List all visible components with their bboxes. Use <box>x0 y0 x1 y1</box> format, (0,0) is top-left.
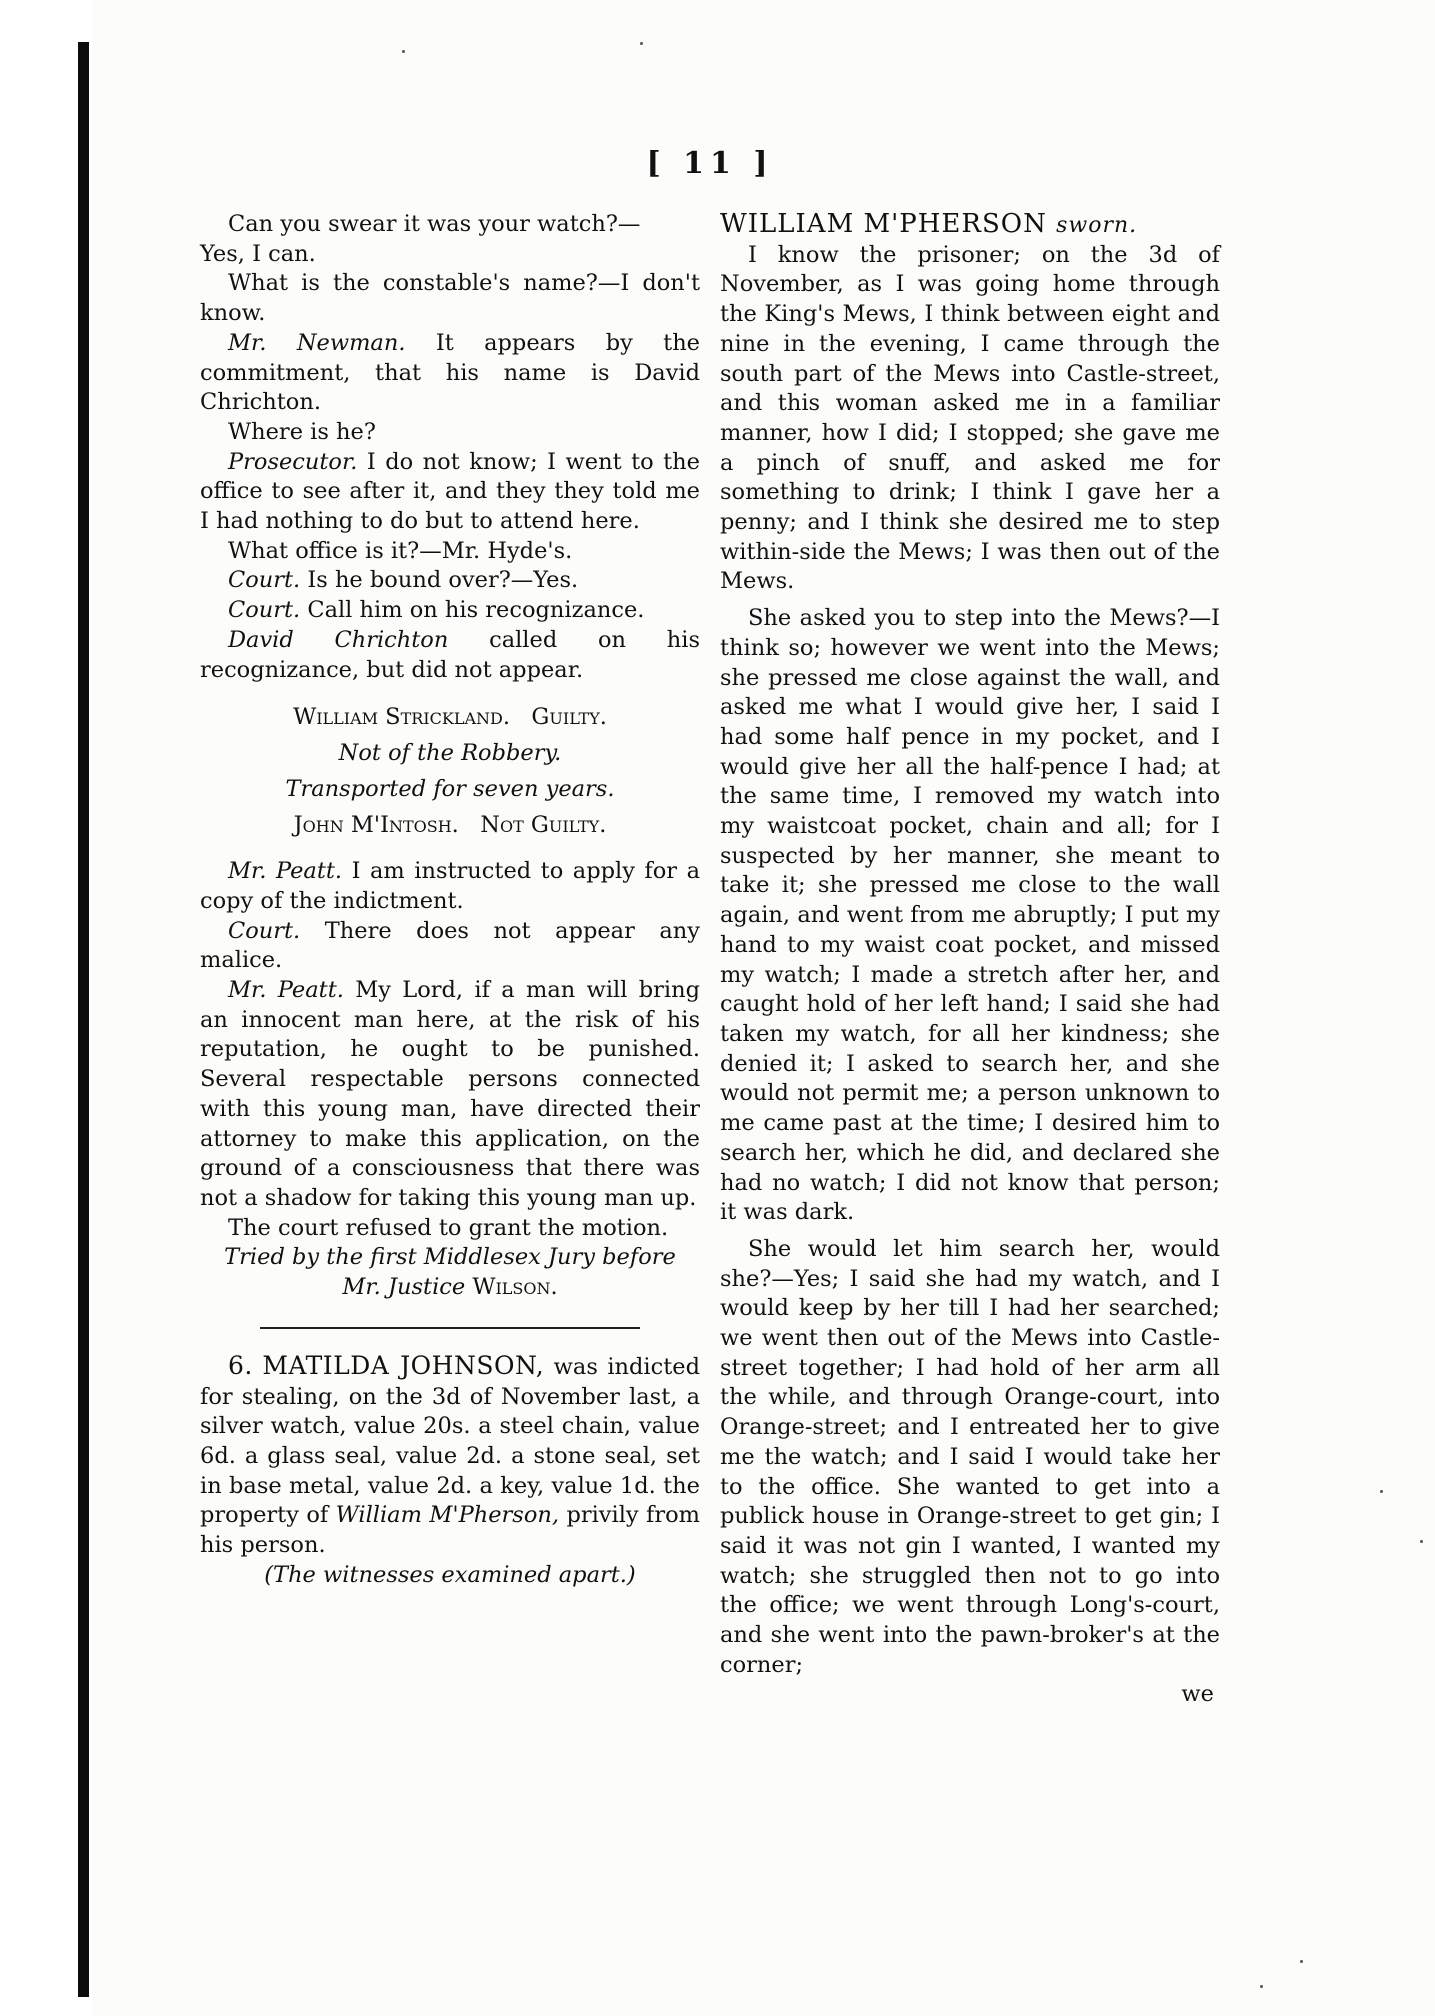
speck <box>1420 1540 1423 1543</box>
paragraph: The court refused to grant the motion. <box>228 1214 669 1241</box>
speaker: Prosecutor. <box>228 448 358 475</box>
speck <box>640 42 643 45</box>
text: There does not appear any malice. <box>200 917 700 974</box>
trial-note-line: Tried by the first Middlesex Jury before <box>224 1244 676 1271</box>
section-divider <box>260 1327 640 1329</box>
case-text: was indicted for stealing, on the 3d of November last, a silver watch, value 20s. a steel chain, value 6d. a glass seal, value 2d. a stone seal, set in base metal, value 2d. a key, value 1d. the property of <box>200 1353 700 1529</box>
speaker: Court. <box>228 917 301 944</box>
speck <box>1260 1985 1263 1988</box>
paragraph <box>200 917 700 976</box>
witness-note-text: (The witnesses examined apart.) <box>264 1561 636 1588</box>
verdict-text: Transported for seven years. <box>285 776 615 803</box>
text: I do not know; I went to the office to see after it, and they they told me I had nothing to do but to attend here. <box>200 448 700 535</box>
verdict-block <box>200 699 700 843</box>
speaker: Court. <box>228 597 301 624</box>
paragraph <box>200 626 700 685</box>
paragraph: Yes, I can. <box>200 240 316 267</box>
paragraph <box>200 448 700 537</box>
paragraph: I know the prisoner; on the 3d of November, as I was going home through the King's Mews, I think between eight and nine in the evening, I came through the south part of the Mews into Castle-street, and this woman asked me in a familiar manner, how I did; I stopped; she gave me a pinch of snuff, and asked me for something to drink; I think I gave her a penny; and I think she desired me to step within-side the Mews; I was then out of the Mews. <box>720 241 1220 595</box>
speck <box>1300 1960 1303 1963</box>
text: Call him on his recognizance. <box>307 597 645 624</box>
witness-heading <box>720 210 1220 241</box>
defendant-name: MATILDA JOHNSON, <box>262 1350 545 1380</box>
witness-name: WILLIAM M'PHERSON <box>720 209 1047 239</box>
speaker: Mr. Newman. <box>228 329 406 356</box>
speaker: Mr. Peatt. <box>228 977 344 1004</box>
paragraph: What is the constable's name?—I don't know. <box>200 270 700 327</box>
trial-note-italic: Mr. Justice <box>342 1274 466 1301</box>
owner-name: William M'Pherson, <box>335 1502 560 1529</box>
speck <box>402 50 405 53</box>
paragraph <box>200 596 700 626</box>
speaker: Court. <box>228 567 301 594</box>
text: Is he bound over?—Yes. <box>307 567 579 594</box>
paragraph <box>200 329 700 418</box>
paragraph <box>200 976 700 1214</box>
right-column <box>720 210 1220 1710</box>
case-number: 6. <box>228 1350 253 1380</box>
text: My Lord, if a man will bring an innocent man here, at the risk of his reputation, he ought to be punished. Several respectable persons connected with this young man, have directed their attorney to make this application, on the ground of a consciousness that there was not a shadow for taking this young man up. <box>200 977 700 1211</box>
verdict-line <box>200 771 700 807</box>
paragraph <box>200 566 700 596</box>
paragraph: She would let him search her, would she?—Yes; I said she had my watch, and I would keep by her till I had her searched; we went then out of the Mews into Castle-street together; I had hold of her arm all the while, and through Orange-court, into Orange-street; and I entreated her to give me the watch; and I said I would take her to the office. She wanted to get into a publick house in Orange-street to get gin; I said it was not gin I wanted, I wanted my watch; she struggled then not to go into the office; we went through Long's-court, and she went into the pawn-broker's at the corner; <box>720 1235 1220 1678</box>
speaker: David Chrichton <box>228 626 449 653</box>
witness-note <box>200 1561 700 1591</box>
paragraph <box>200 210 700 240</box>
catchword: we <box>1181 1681 1214 1708</box>
verdict-line: John M'Intosh. Not Guilty. <box>293 812 607 839</box>
speaker: Mr. Peatt. <box>228 858 343 885</box>
sworn-label: sworn. <box>1056 213 1138 238</box>
text: called on his recognizance, but did not appear. <box>200 626 700 683</box>
verdict-text: Not of the Robbery. <box>338 740 562 767</box>
text: It appears by the commitment, that his name is David Chrichton. <box>200 329 701 416</box>
trial-note <box>200 1243 700 1273</box>
gutter-shadow <box>78 42 89 1997</box>
text: I am instructed to apply for a copy of the indictment. <box>200 858 700 914</box>
page-number: [ 11 ] <box>646 146 774 181</box>
paragraph <box>200 857 700 916</box>
paragraph: What office is it?—Mr. Hyde's. <box>228 537 573 564</box>
paragraph: She asked you to step into the Mews?—I think so; however we went into the Mews; she pressed me close against the wall, and asked me what I would give her, I said I had some half pence in my pocket, and I would give her all the half-pence I had; at the same time, I removed my watch into my waistcoat pocket, chain and all; for I suspected by her manner, she meant to take it; she pressed me close to the wall again, and went from me abruptly; I put my hand to my waist coat pocket, and missed my watch; I made a stretch after her, and caught hold of her left hand; I said she had taken my watch, for all her kindness; she denied it; I asked to search her, and she would not permit me; a person unknown to me came past at the time; I desired him to search her, which he did, and declared she had no watch; I did not know that person; it was dark. <box>720 605 1220 1226</box>
verdict-line: William Strickland. Guilty. <box>293 704 607 731</box>
case-tail: privily from his person. <box>200 1502 700 1559</box>
verdict-line <box>200 735 700 771</box>
text: Can you swear it was your watch?— <box>228 211 641 237</box>
judge-name: Wilson. <box>472 1274 558 1301</box>
speck <box>1380 1490 1383 1493</box>
trial-note <box>200 1273 700 1303</box>
paragraph: Where is he? <box>228 418 376 445</box>
case-paragraph <box>200 1351 700 1561</box>
left-column <box>200 210 700 1590</box>
